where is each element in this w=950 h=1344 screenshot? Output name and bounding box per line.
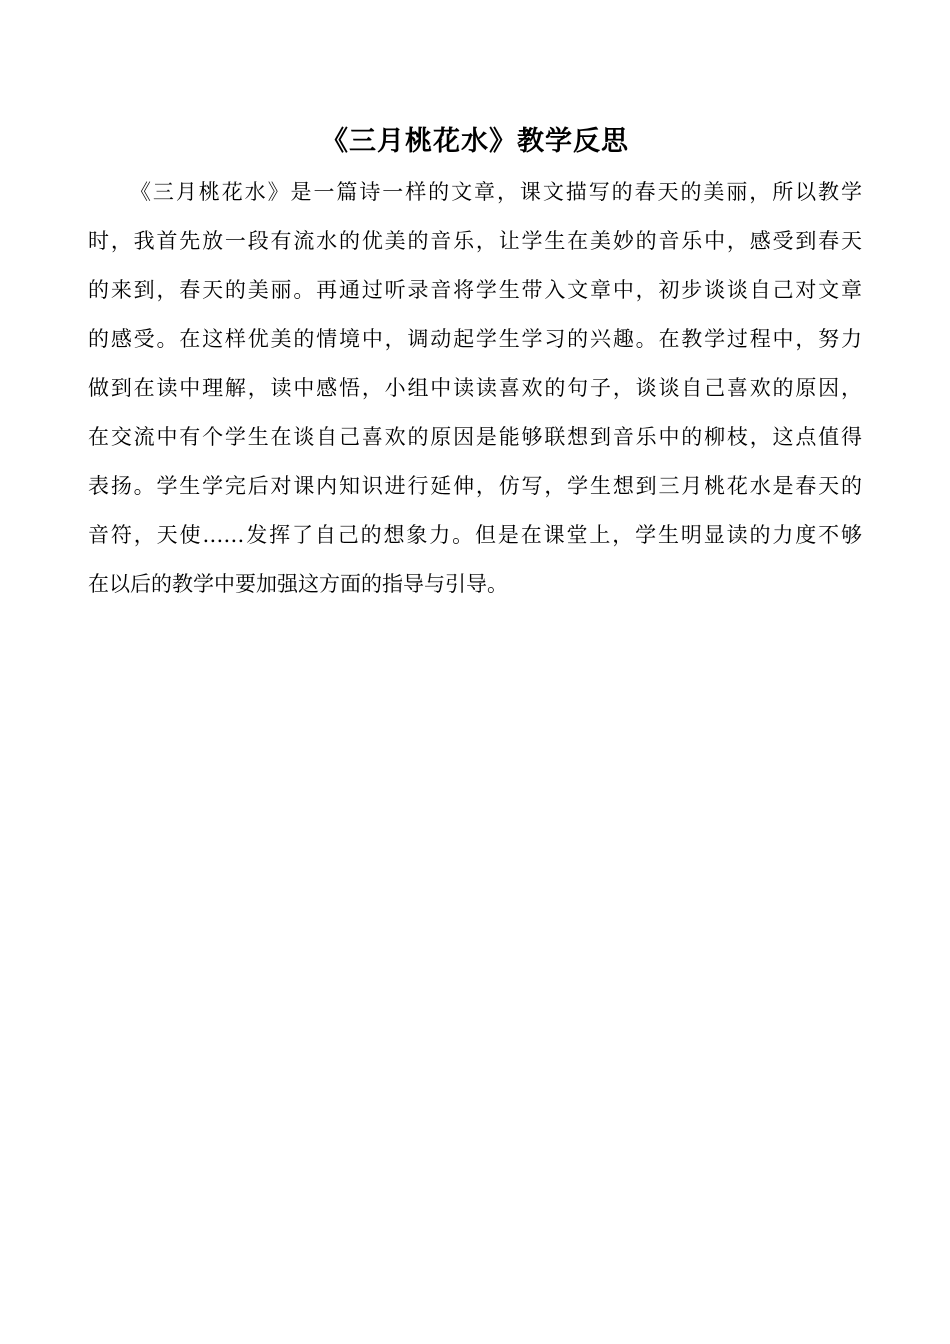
paragraph-line: 的感受。在这样优美的情境中，调动起学生学习的兴趣。在教学过程中，努力 <box>88 327 862 351</box>
paragraph-line: 《三月桃花水》是一篇诗一样的文章，课文描写的春天的美丽，所以教学 <box>130 180 862 204</box>
document-body <box>88 172 862 613</box>
paragraph-line: 做到在读中理解，读中感悟，小组中读读喜欢的句子，谈谈自己喜欢的原因， <box>88 376 862 400</box>
paragraph-line: 音符，天使……发挥了自己的想象力。但是在课堂上，学生明显读的力度不够 <box>88 523 862 547</box>
paragraph-line: 的来到，春天的美丽。再通过听录音将学生带入文章中，初步谈谈自己对文章 <box>88 278 862 302</box>
paragraph-line: 表扬。学生学完后对课内知识进行延伸，仿写，学生想到三月桃花水是春天的 <box>88 474 862 498</box>
paragraph-line: 在以后的教学中要加强这方面的指导与引导。 <box>88 572 508 596</box>
paragraph-line: 时，我首先放一段有流水的优美的音乐，让学生在美妙的音乐中，感受到春天 <box>88 229 862 253</box>
paragraph-line: 在交流中有个学生在谈自己喜欢的原因是能够联想到音乐中的柳枝，这点值得 <box>88 425 862 449</box>
document-title: 《三月桃花水》教学反思 <box>321 126 629 157</box>
